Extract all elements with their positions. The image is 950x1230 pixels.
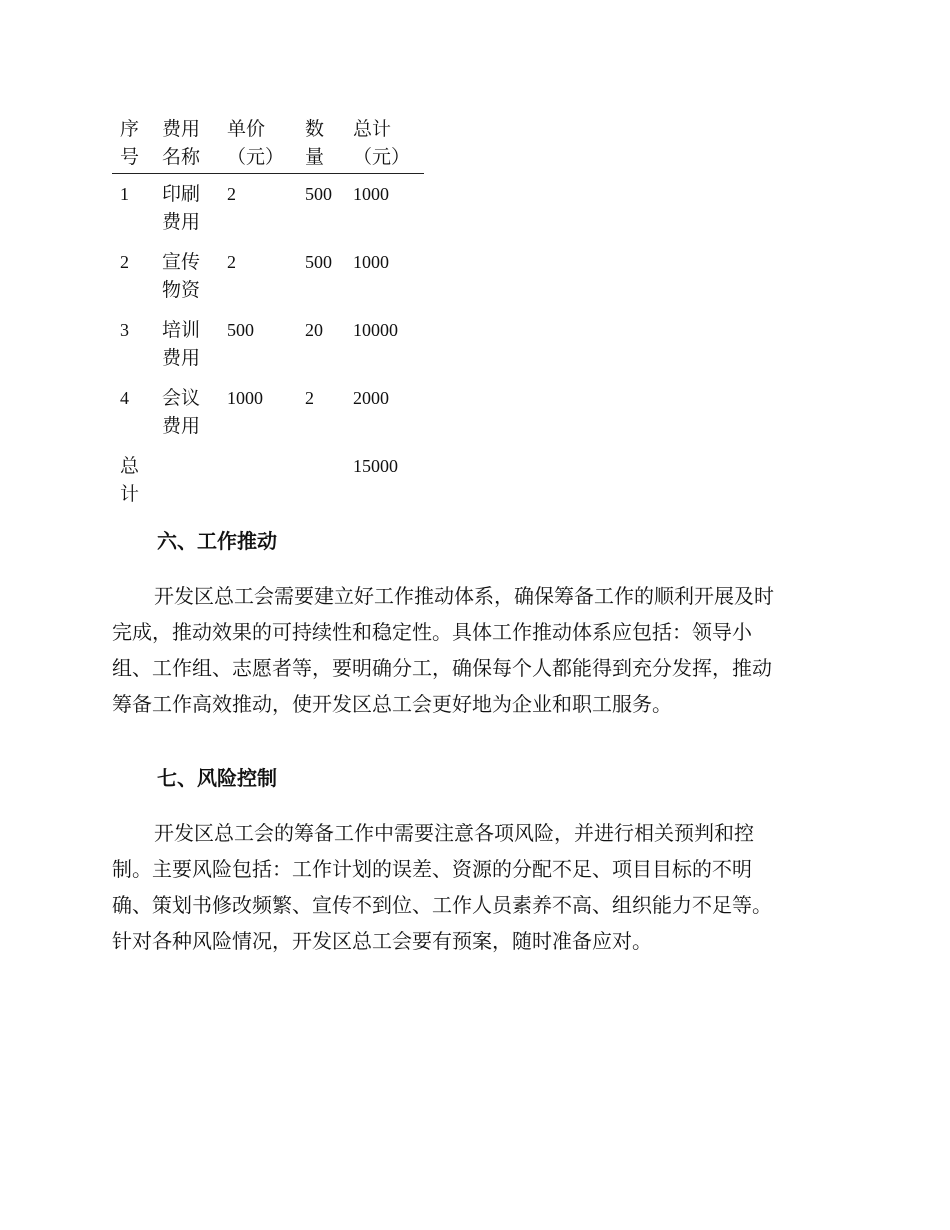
paragraph-line: 组、工作组、志愿者等，要明确分工，确保每个人都能得到充分发挥，推动 — [112, 656, 772, 680]
cell-price: 1000 — [227, 388, 263, 408]
cell-qty: 500 — [305, 184, 332, 204]
cell-name: 培训费用 — [162, 319, 201, 369]
table-row — [112, 310, 424, 378]
cell-name: 宣传物资 — [162, 251, 201, 301]
table-row — [112, 378, 424, 446]
cell-no: 2 — [120, 252, 129, 272]
cell-name: 会议费用 — [162, 387, 201, 437]
cell-no: 1 — [120, 184, 129, 204]
table-summary-row — [112, 446, 424, 514]
cell-no: 4 — [120, 388, 129, 408]
cell-total: 1000 — [353, 184, 389, 204]
paragraph-line: 针对各种风险情况，开发区总工会要有预案，随时准备应对。 — [112, 929, 652, 953]
section6-heading: 六、工作推动 — [157, 529, 277, 553]
paragraph-line: 开发区总工会的筹备工作中需要注意各项风险，并进行相关预判和控 — [154, 821, 754, 845]
summary-total: 15000 — [353, 456, 398, 476]
paragraph-line: 开发区总工会需要建立好工作推动体系，确保筹备工作的顺利开展及时 — [154, 584, 774, 608]
section7-paragraph — [112, 815, 837, 959]
cell-price: 2 — [227, 184, 236, 204]
header-no: 序号 — [120, 118, 140, 168]
cell-name: 印刷费用 — [162, 183, 201, 233]
cell-qty: 20 — [305, 320, 323, 340]
cell-qty: 2 — [305, 388, 314, 408]
cell-no: 3 — [120, 320, 129, 340]
header-name: 费用名称 — [162, 118, 201, 168]
section7-heading: 七、风险控制 — [157, 766, 277, 790]
section6-paragraph — [112, 578, 837, 722]
cell-total: 10000 — [353, 320, 398, 340]
paragraph-line: 制。主要风险包括：工作计划的误差、资源的分配不足、项目目标的不明 — [112, 857, 752, 881]
paragraph-line: 筹备工作高效推动，使开发区总工会更好地为企业和职工服务。 — [112, 692, 672, 716]
cost-table — [112, 115, 424, 514]
cell-total: 2000 — [353, 388, 389, 408]
cell-price: 2 — [227, 252, 236, 272]
header-total: 总计（元） — [353, 118, 411, 168]
paragraph-line: 确、策划书修改频繁、宣传不到位、工作人员素养不高、组织能力不足等。 — [112, 893, 772, 917]
table-row — [112, 174, 424, 243]
cell-total: 1000 — [353, 252, 389, 272]
paragraph-line: 完成，推动效果的可持续性和稳定性。具体工作推动体系应包括：领导小 — [112, 620, 752, 644]
header-qty: 数量 — [305, 118, 325, 168]
cell-qty: 500 — [305, 252, 332, 272]
table-row — [112, 242, 424, 310]
summary-label: 总计 — [120, 455, 140, 505]
table-header — [112, 115, 424, 174]
cell-price: 500 — [227, 320, 254, 340]
header-price: 单价（元） — [227, 118, 285, 168]
